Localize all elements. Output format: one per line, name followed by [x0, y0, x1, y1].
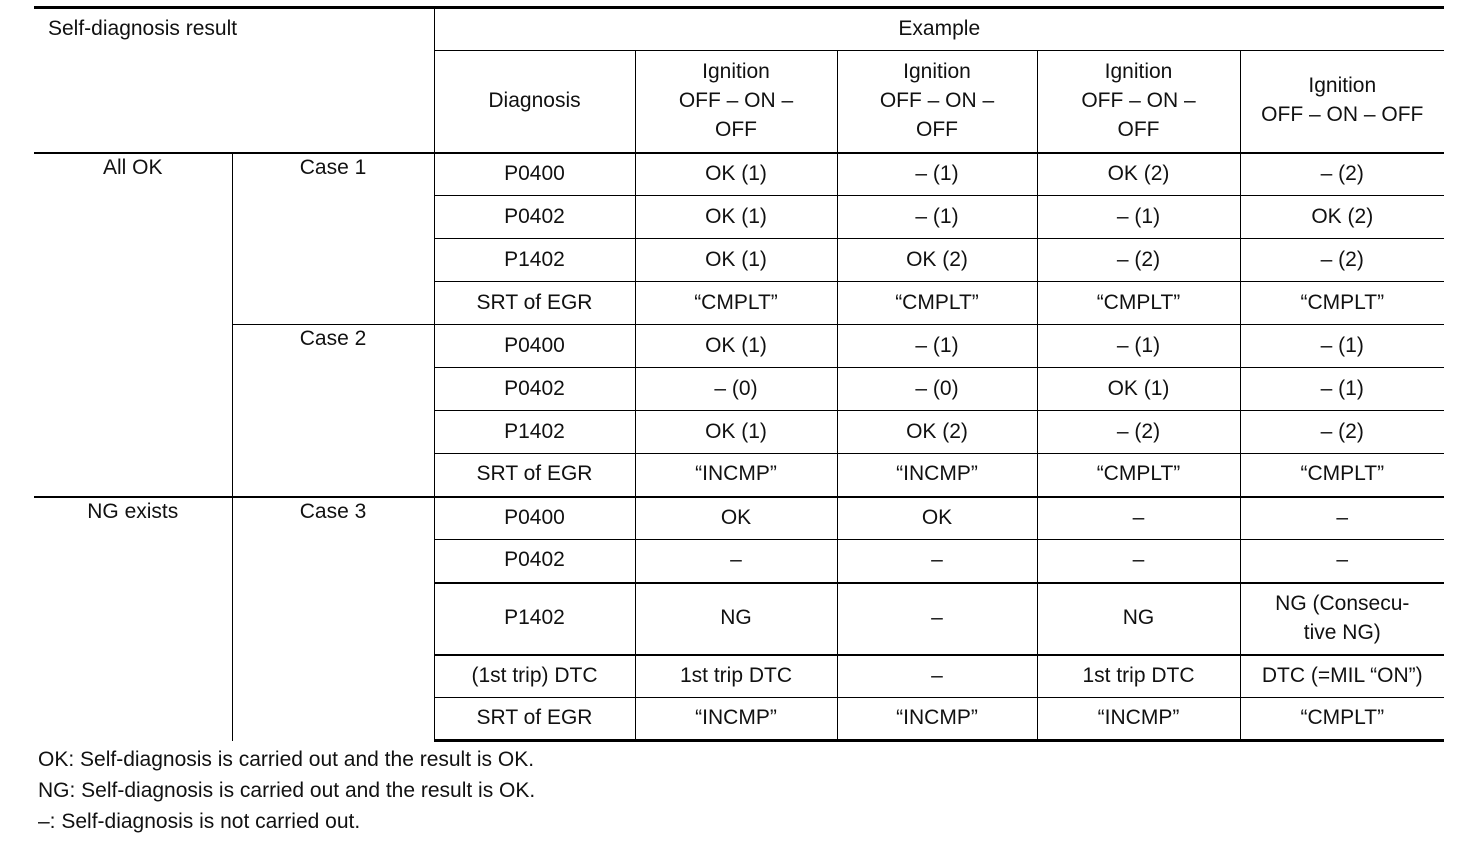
case-2-label: Case 2: [232, 325, 434, 497]
value-cell: OK (2): [837, 239, 1037, 282]
value-cell: NG: [1037, 583, 1240, 655]
value-cell: NG (Consecu- tive NG): [1240, 583, 1444, 655]
diag-cell: SRT of EGR: [434, 698, 635, 741]
note-ok: OK: Self-diagnosis is carried out and the result is OK.: [38, 748, 535, 771]
value-cell: OK (2): [1240, 196, 1444, 239]
value-cell: “CMPLT”: [1037, 282, 1240, 325]
table-row: [34, 497, 1444, 540]
diag-cell: (1st trip) DTC: [434, 655, 635, 698]
value-cell: “CMPLT”: [1240, 454, 1444, 497]
ignition-header-3: Ignition OFF – ON – OFF: [1037, 51, 1240, 153]
diag-cell: SRT of EGR: [434, 282, 635, 325]
egr-srt-table: [34, 6, 1444, 742]
value-cell: “CMPLT”: [1240, 698, 1444, 741]
value-cell: OK: [837, 497, 1037, 540]
value-cell: – (2): [1240, 411, 1444, 454]
value-cell: OK (2): [1037, 153, 1240, 196]
group-ng-exists: NG exists: [34, 497, 232, 741]
value-cell: – (1): [837, 196, 1037, 239]
diag-cell: SRT of EGR: [434, 454, 635, 497]
ignition-header-4: Ignition OFF – ON – OFF: [1240, 51, 1444, 153]
value-cell: – (1): [1037, 196, 1240, 239]
value-cell: –: [635, 540, 837, 583]
value-cell: 1st trip DTC: [1037, 655, 1240, 698]
value-cell: OK (2): [837, 411, 1037, 454]
value-cell: OK (1): [635, 153, 837, 196]
value-cell: OK (1): [635, 196, 837, 239]
value-cell: – (2): [1037, 411, 1240, 454]
diag-cell: P0400: [434, 497, 635, 540]
diag-cell: P0402: [434, 540, 635, 583]
case-3-label: Case 3: [232, 497, 434, 741]
value-cell: – (2): [1037, 239, 1240, 282]
example-header: Example: [434, 8, 1444, 51]
value-cell: “CMPLT”: [635, 282, 837, 325]
group-all-ok: All OK: [34, 153, 232, 497]
value-cell: – (1): [1240, 325, 1444, 368]
self-diagnosis-result-header: Self-diagnosis result: [34, 8, 434, 153]
value-cell: – (2): [1240, 153, 1444, 196]
diag-cell: P1402: [434, 411, 635, 454]
table-row: [34, 153, 1444, 196]
diag-cell: P0402: [434, 368, 635, 411]
legend-notes: [38, 744, 535, 837]
note-dash: –: Self-diagnosis is not carried out.: [38, 810, 361, 833]
value-cell: –: [837, 583, 1037, 655]
value-cell: –: [837, 655, 1037, 698]
value-cell: OK: [635, 497, 837, 540]
value-cell: “INCMP”: [837, 698, 1037, 741]
table-row: [34, 325, 1444, 368]
value-cell: –: [1037, 497, 1240, 540]
value-cell: – (0): [837, 368, 1037, 411]
case-1-label: Case 1: [232, 153, 434, 325]
diag-cell: P0402: [434, 196, 635, 239]
value-cell: “CMPLT”: [1037, 454, 1240, 497]
value-cell: “INCMP”: [635, 698, 837, 741]
value-cell: – (2): [1240, 239, 1444, 282]
value-cell: –: [1240, 540, 1444, 583]
note-ng: NG: Self-diagnosis is carried out and the result is OK.: [38, 779, 536, 802]
value-cell: –: [837, 540, 1037, 583]
value-cell: DTC (=MIL “ON”): [1240, 655, 1444, 698]
value-cell: OK (1): [635, 239, 837, 282]
diag-cell: P0400: [434, 325, 635, 368]
value-cell: “INCMP”: [1037, 698, 1240, 741]
value-cell: – (1): [1037, 325, 1240, 368]
value-cell: OK (1): [635, 325, 837, 368]
diag-cell: P0400: [434, 153, 635, 196]
value-cell: –: [1240, 497, 1444, 540]
value-cell: NG: [635, 583, 837, 655]
value-cell: – (1): [837, 153, 1037, 196]
value-cell: OK (1): [635, 411, 837, 454]
value-cell: – (1): [837, 325, 1037, 368]
value-cell: OK (1): [1037, 368, 1240, 411]
value-cell: “INCMP”: [837, 454, 1037, 497]
ignition-header-2: Ignition OFF – ON – OFF: [837, 51, 1037, 153]
value-cell: “CMPLT”: [1240, 282, 1444, 325]
diagnosis-header: Diagnosis: [434, 51, 635, 153]
value-cell: –: [1037, 540, 1240, 583]
diag-cell: P1402: [434, 583, 635, 655]
ignition-header-1: Ignition OFF – ON – OFF: [635, 51, 837, 153]
value-cell: 1st trip DTC: [635, 655, 837, 698]
diag-cell: P1402: [434, 239, 635, 282]
value-cell: – (0): [635, 368, 837, 411]
value-cell: – (1): [1240, 368, 1444, 411]
value-cell: “INCMP”: [635, 454, 837, 497]
value-cell: “CMPLT”: [837, 282, 1037, 325]
